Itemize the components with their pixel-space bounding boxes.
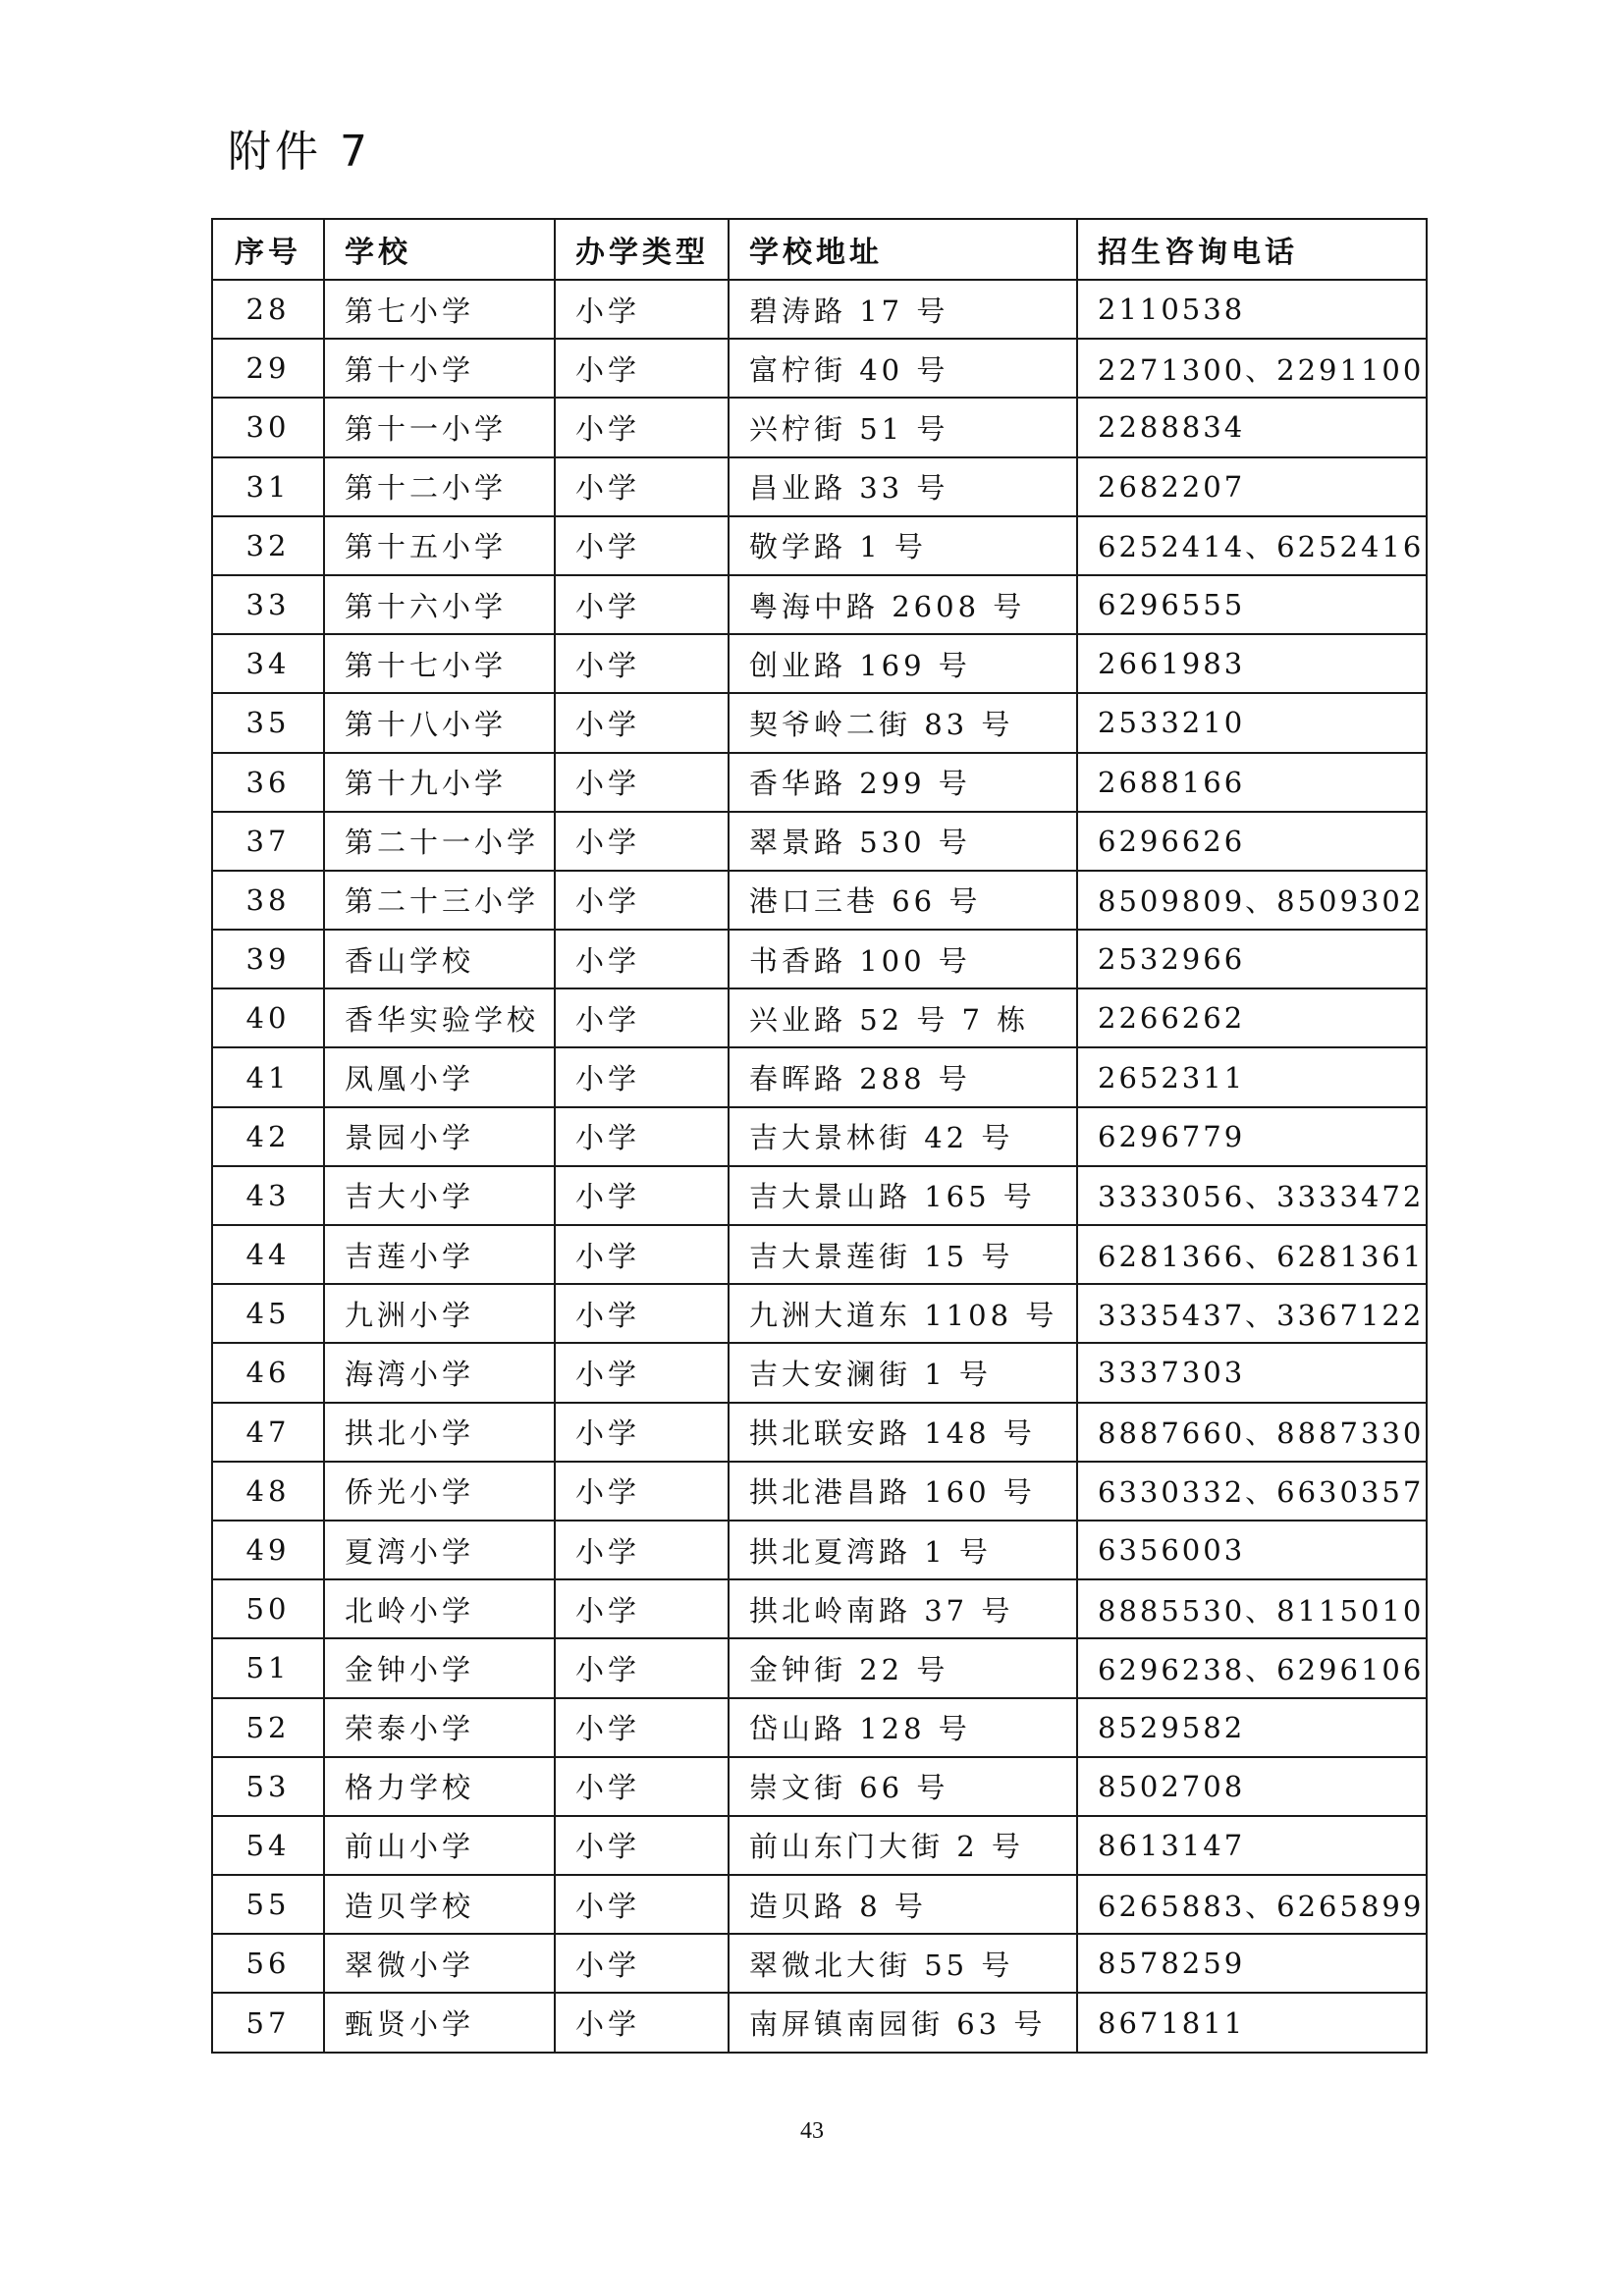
address-cell: 书香路 100 号 bbox=[729, 930, 1077, 988]
table-row bbox=[212, 1638, 1427, 1697]
table-row bbox=[212, 1875, 1427, 1934]
address-cell: 翠微北大街 55 号 bbox=[729, 1934, 1077, 1993]
address-cell: 兴业路 52 号 7 栋 bbox=[729, 988, 1077, 1047]
school-type-cell: 小学 bbox=[555, 1934, 729, 1993]
header-serial-number: 序号 bbox=[212, 219, 324, 280]
school-name-cell: 金钟小学 bbox=[324, 1638, 555, 1697]
school-type-cell: 小学 bbox=[555, 1757, 729, 1816]
address-cell: 富柠街 40 号 bbox=[729, 339, 1077, 398]
school-name-cell: 拱北小学 bbox=[324, 1403, 555, 1462]
school-type-cell: 小学 bbox=[555, 1638, 729, 1697]
table-row bbox=[212, 516, 1427, 575]
table-header-row bbox=[212, 219, 1427, 280]
table-row bbox=[212, 930, 1427, 988]
table-row bbox=[212, 693, 1427, 752]
phone-cell: 3337303 bbox=[1077, 1343, 1427, 1402]
serial-number-cell: 38 bbox=[212, 871, 324, 930]
table-row bbox=[212, 1403, 1427, 1462]
phone-cell: 3335437、3367122 bbox=[1077, 1284, 1427, 1343]
address-cell: 春晖路 288 号 bbox=[729, 1047, 1077, 1106]
serial-number-cell: 29 bbox=[212, 339, 324, 398]
school-name-cell: 凤凰小学 bbox=[324, 1047, 555, 1106]
school-type-cell: 小学 bbox=[555, 1521, 729, 1579]
table-row bbox=[212, 753, 1427, 812]
serial-number-cell: 35 bbox=[212, 693, 324, 752]
serial-number-cell: 36 bbox=[212, 753, 324, 812]
school-name-cell: 第二十一小学 bbox=[324, 812, 555, 871]
phone-cell: 2533210 bbox=[1077, 693, 1427, 752]
serial-number-cell: 54 bbox=[212, 1816, 324, 1875]
school-type-cell: 小学 bbox=[555, 1403, 729, 1462]
address-cell: 拱北联安路 148 号 bbox=[729, 1403, 1077, 1462]
school-name-cell: 第十六小学 bbox=[324, 575, 555, 634]
table-row bbox=[212, 871, 1427, 930]
address-cell: 兴柠街 51 号 bbox=[729, 398, 1077, 456]
school-type-cell: 小学 bbox=[555, 575, 729, 634]
phone-cell: 3333056、3333472 bbox=[1077, 1166, 1427, 1225]
address-cell: 碧涛路 17 号 bbox=[729, 280, 1077, 339]
school-type-cell: 小学 bbox=[555, 1107, 729, 1166]
address-cell: 金钟街 22 号 bbox=[729, 1638, 1077, 1697]
school-name-cell: 荣泰小学 bbox=[324, 1698, 555, 1757]
school-name-cell: 第十一小学 bbox=[324, 398, 555, 456]
school-name-cell: 第十五小学 bbox=[324, 516, 555, 575]
school-name-cell: 甄贤小学 bbox=[324, 1993, 555, 2052]
school-type-cell: 小学 bbox=[555, 1462, 729, 1521]
table-row bbox=[212, 1993, 1427, 2052]
address-cell: 吉大景林街 42 号 bbox=[729, 1107, 1077, 1166]
table-row bbox=[212, 1934, 1427, 1993]
address-cell: 岱山路 128 号 bbox=[729, 1698, 1077, 1757]
serial-number-cell: 37 bbox=[212, 812, 324, 871]
address-cell: 港口三巷 66 号 bbox=[729, 871, 1077, 930]
phone-cell: 2661983 bbox=[1077, 634, 1427, 693]
address-cell: 南屏镇南园街 63 号 bbox=[729, 1993, 1077, 2052]
serial-number-cell: 42 bbox=[212, 1107, 324, 1166]
school-type-cell: 小学 bbox=[555, 1284, 729, 1343]
address-cell: 翠景路 530 号 bbox=[729, 812, 1077, 871]
phone-cell: 6296779 bbox=[1077, 1107, 1427, 1166]
school-name-cell: 第十九小学 bbox=[324, 753, 555, 812]
school-type-cell: 小学 bbox=[555, 693, 729, 752]
serial-number-cell: 34 bbox=[212, 634, 324, 693]
serial-number-cell: 43 bbox=[212, 1166, 324, 1225]
school-type-cell: 小学 bbox=[555, 930, 729, 988]
attachment-title: 附件 7 bbox=[228, 127, 371, 177]
serial-number-cell: 57 bbox=[212, 1993, 324, 2052]
header-school-type: 办学类型 bbox=[555, 219, 729, 280]
phone-cell: 2110538 bbox=[1077, 280, 1427, 339]
school-type-cell: 小学 bbox=[555, 398, 729, 456]
phone-cell: 6296238、6296106 bbox=[1077, 1638, 1427, 1697]
table-row bbox=[212, 575, 1427, 634]
school-type-cell: 小学 bbox=[555, 1343, 729, 1402]
school-type-cell: 小学 bbox=[555, 1993, 729, 2052]
address-cell: 粤海中路 2608 号 bbox=[729, 575, 1077, 634]
school-type-cell: 小学 bbox=[555, 280, 729, 339]
address-cell: 吉大景山路 165 号 bbox=[729, 1166, 1077, 1225]
school-type-cell: 小学 bbox=[555, 339, 729, 398]
school-type-cell: 小学 bbox=[555, 871, 729, 930]
school-type-cell: 小学 bbox=[555, 812, 729, 871]
school-name-cell: 夏湾小学 bbox=[324, 1521, 555, 1579]
serial-number-cell: 55 bbox=[212, 1875, 324, 1934]
table-row bbox=[212, 988, 1427, 1047]
school-name-cell: 第十小学 bbox=[324, 339, 555, 398]
phone-cell: 8671811 bbox=[1077, 1993, 1427, 2052]
phone-cell: 6265883、6265899 bbox=[1077, 1875, 1427, 1934]
school-name-cell: 前山小学 bbox=[324, 1816, 555, 1875]
school-name-cell: 第十八小学 bbox=[324, 693, 555, 752]
school-type-cell: 小学 bbox=[555, 1698, 729, 1757]
serial-number-cell: 32 bbox=[212, 516, 324, 575]
serial-number-cell: 31 bbox=[212, 457, 324, 516]
address-cell: 拱北港昌路 160 号 bbox=[729, 1462, 1077, 1521]
serial-number-cell: 41 bbox=[212, 1047, 324, 1106]
school-name-cell: 景园小学 bbox=[324, 1107, 555, 1166]
table-row bbox=[212, 1757, 1427, 1816]
table-row bbox=[212, 634, 1427, 693]
address-cell: 崇文街 66 号 bbox=[729, 1757, 1077, 1816]
serial-number-cell: 47 bbox=[212, 1403, 324, 1462]
school-name-cell: 第十七小学 bbox=[324, 634, 555, 693]
phone-cell: 2652311 bbox=[1077, 1047, 1427, 1106]
address-cell: 香华路 299 号 bbox=[729, 753, 1077, 812]
school-name-cell: 九洲小学 bbox=[324, 1284, 555, 1343]
serial-number-cell: 40 bbox=[212, 988, 324, 1047]
school-type-cell: 小学 bbox=[555, 988, 729, 1047]
serial-number-cell: 50 bbox=[212, 1579, 324, 1638]
school-type-cell: 小学 bbox=[555, 634, 729, 693]
phone-cell: 6252414、6252416 bbox=[1077, 516, 1427, 575]
address-cell: 敬学路 1 号 bbox=[729, 516, 1077, 575]
address-cell: 前山东门大街 2 号 bbox=[729, 1816, 1077, 1875]
phone-cell: 2682207 bbox=[1077, 457, 1427, 516]
table-row bbox=[212, 398, 1427, 456]
school-name-cell: 造贝学校 bbox=[324, 1875, 555, 1934]
serial-number-cell: 56 bbox=[212, 1934, 324, 1993]
table-row bbox=[212, 1166, 1427, 1225]
phone-cell: 8885530、8115010 bbox=[1077, 1579, 1427, 1638]
phone-cell: 6296626 bbox=[1077, 812, 1427, 871]
serial-number-cell: 52 bbox=[212, 1698, 324, 1757]
header-school: 学校 bbox=[324, 219, 555, 280]
address-cell: 创业路 169 号 bbox=[729, 634, 1077, 693]
page-number: 43 bbox=[800, 2118, 824, 2144]
table-row bbox=[212, 1462, 1427, 1521]
header-school-address: 学校地址 bbox=[729, 219, 1077, 280]
phone-cell: 8509809、8509302 bbox=[1077, 871, 1427, 930]
table-row bbox=[212, 812, 1427, 871]
school-name-cell: 第七小学 bbox=[324, 280, 555, 339]
serial-number-cell: 39 bbox=[212, 930, 324, 988]
school-type-cell: 小学 bbox=[555, 753, 729, 812]
table-row bbox=[212, 1698, 1427, 1757]
school-name-cell: 侨光小学 bbox=[324, 1462, 555, 1521]
table-row bbox=[212, 1343, 1427, 1402]
school-name-cell: 翠微小学 bbox=[324, 1934, 555, 1993]
table-row bbox=[212, 1579, 1427, 1638]
phone-cell: 8502708 bbox=[1077, 1757, 1427, 1816]
address-cell: 造贝路 8 号 bbox=[729, 1875, 1077, 1934]
serial-number-cell: 46 bbox=[212, 1343, 324, 1402]
table-row bbox=[212, 280, 1427, 339]
serial-number-cell: 45 bbox=[212, 1284, 324, 1343]
table-row bbox=[212, 457, 1427, 516]
table-body bbox=[212, 280, 1427, 2053]
table-row bbox=[212, 1225, 1427, 1284]
school-name-cell: 吉大小学 bbox=[324, 1166, 555, 1225]
serial-number-cell: 53 bbox=[212, 1757, 324, 1816]
serial-number-cell: 28 bbox=[212, 280, 324, 339]
phone-cell: 8529582 bbox=[1077, 1698, 1427, 1757]
phone-cell: 6330332、6630357 bbox=[1077, 1462, 1427, 1521]
phone-cell: 2532966 bbox=[1077, 930, 1427, 988]
school-name-cell: 第二十三小学 bbox=[324, 871, 555, 930]
serial-number-cell: 33 bbox=[212, 575, 324, 634]
header-enrollment-phone: 招生咨询电话 bbox=[1077, 219, 1427, 280]
address-cell: 昌业路 33 号 bbox=[729, 457, 1077, 516]
address-cell: 九洲大道东 1108 号 bbox=[729, 1284, 1077, 1343]
table-row bbox=[212, 1816, 1427, 1875]
phone-cell: 2288834 bbox=[1077, 398, 1427, 456]
school-type-cell: 小学 bbox=[555, 516, 729, 575]
serial-number-cell: 30 bbox=[212, 398, 324, 456]
school-type-cell: 小学 bbox=[555, 1166, 729, 1225]
school-type-cell: 小学 bbox=[555, 457, 729, 516]
serial-number-cell: 51 bbox=[212, 1638, 324, 1697]
address-cell: 拱北夏湾路 1 号 bbox=[729, 1521, 1077, 1579]
school-name-cell: 北岭小学 bbox=[324, 1579, 555, 1638]
serial-number-cell: 44 bbox=[212, 1225, 324, 1284]
serial-number-cell: 48 bbox=[212, 1462, 324, 1521]
school-name-cell: 香华实验学校 bbox=[324, 988, 555, 1047]
address-cell: 拱北岭南路 37 号 bbox=[729, 1579, 1077, 1638]
address-cell: 吉大安澜街 1 号 bbox=[729, 1343, 1077, 1402]
school-enrollment-table bbox=[211, 218, 1428, 2054]
serial-number-cell: 49 bbox=[212, 1521, 324, 1579]
phone-cell: 6281366、6281361 bbox=[1077, 1225, 1427, 1284]
address-cell: 契爷岭二街 83 号 bbox=[729, 693, 1077, 752]
table-row bbox=[212, 339, 1427, 398]
address-cell: 吉大景莲街 15 号 bbox=[729, 1225, 1077, 1284]
phone-cell: 2688166 bbox=[1077, 753, 1427, 812]
school-type-cell: 小学 bbox=[555, 1047, 729, 1106]
school-name-cell: 第十二小学 bbox=[324, 457, 555, 516]
school-type-cell: 小学 bbox=[555, 1875, 729, 1934]
phone-cell: 8578259 bbox=[1077, 1934, 1427, 1993]
table-row bbox=[212, 1107, 1427, 1166]
table-row bbox=[212, 1047, 1427, 1106]
school-name-cell: 海湾小学 bbox=[324, 1343, 555, 1402]
school-name-cell: 香山学校 bbox=[324, 930, 555, 988]
phone-cell: 6296555 bbox=[1077, 575, 1427, 634]
phone-cell: 8887660、8887330 bbox=[1077, 1403, 1427, 1462]
school-name-cell: 格力学校 bbox=[324, 1757, 555, 1816]
school-type-cell: 小学 bbox=[555, 1579, 729, 1638]
school-name-cell: 吉莲小学 bbox=[324, 1225, 555, 1284]
phone-cell: 8613147 bbox=[1077, 1816, 1427, 1875]
phone-cell: 2271300、2291100 bbox=[1077, 339, 1427, 398]
table-row bbox=[212, 1284, 1427, 1343]
phone-cell: 2266262 bbox=[1077, 988, 1427, 1047]
phone-cell: 6356003 bbox=[1077, 1521, 1427, 1579]
school-type-cell: 小学 bbox=[555, 1816, 729, 1875]
table-row bbox=[212, 1521, 1427, 1579]
school-type-cell: 小学 bbox=[555, 1225, 729, 1284]
